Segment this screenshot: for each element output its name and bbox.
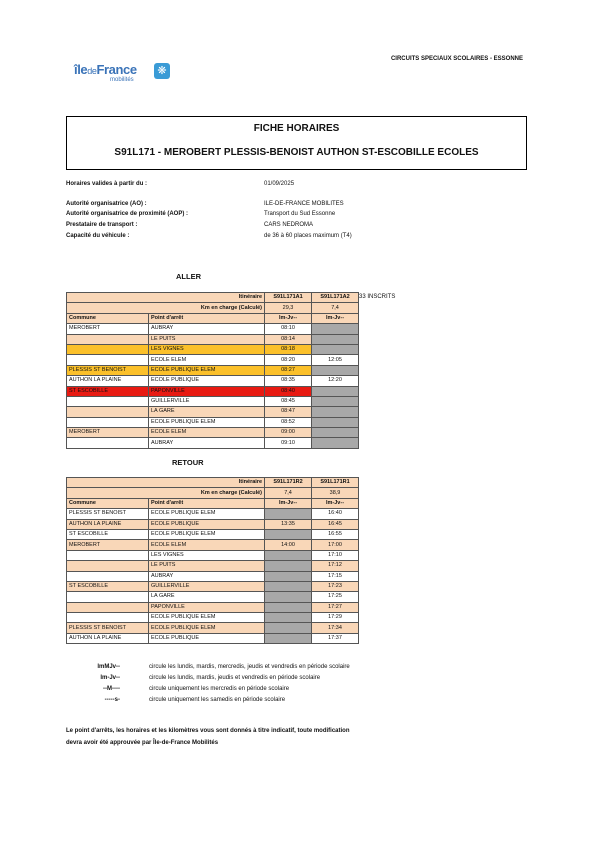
commune-cell bbox=[67, 417, 149, 427]
time-cell: 08:35 bbox=[265, 376, 312, 386]
time-cell bbox=[312, 344, 359, 354]
time-cell bbox=[312, 428, 359, 438]
time-cell: 17:10 bbox=[312, 550, 359, 560]
footer-note-line1: Le point d'arrêts, les horaires et les kilomètres vous sont donnés à titre indicatif, toute modification bbox=[66, 728, 350, 734]
stop-cell: AUBRAY bbox=[149, 438, 265, 448]
route-code: S91L171A2 bbox=[312, 293, 359, 303]
commune-cell bbox=[67, 571, 149, 581]
timetable-row bbox=[67, 613, 359, 623]
commune-cell bbox=[67, 592, 149, 602]
time-cell bbox=[265, 602, 312, 612]
commune-cell: PLESSIS ST BENOIST bbox=[67, 509, 149, 519]
stop-cell: ECOLE PUBLIQUE ELEM bbox=[149, 509, 265, 519]
commune-cell bbox=[67, 396, 149, 406]
time-cell: 13:35 bbox=[265, 519, 312, 529]
timetable-row bbox=[67, 428, 359, 438]
stop-cell: ECOLE ELEM bbox=[149, 540, 265, 550]
title-box bbox=[66, 116, 527, 170]
time-cell: 17:29 bbox=[312, 613, 359, 623]
commune-cell bbox=[67, 550, 149, 560]
time-cell bbox=[265, 581, 312, 591]
time-cell bbox=[312, 334, 359, 344]
timetable-row bbox=[67, 571, 359, 581]
timetable-row bbox=[67, 365, 359, 375]
time-cell: 08:20 bbox=[265, 355, 312, 365]
timetable-row bbox=[67, 407, 359, 417]
route-days: lm-Jv-- bbox=[312, 498, 359, 508]
timetable-row bbox=[67, 540, 359, 550]
time-cell: 17:37 bbox=[312, 633, 359, 643]
itinerary-label: Itinéraire bbox=[67, 293, 265, 303]
time-cell: 16:40 bbox=[312, 509, 359, 519]
stop-cell: LE PUITS bbox=[149, 334, 265, 344]
route-km: 7,4 bbox=[265, 488, 312, 498]
timetable-row bbox=[67, 592, 359, 602]
legend-code: --M---- bbox=[103, 686, 120, 692]
time-cell bbox=[265, 613, 312, 623]
time-cell: 08:14 bbox=[265, 334, 312, 344]
info-value-ao: ILE-DE-FRANCE MOBILITES bbox=[264, 201, 344, 207]
itinerary-row bbox=[67, 478, 359, 488]
info-label-aop: Autorité organisatrice de proximité (AOP) : bbox=[66, 211, 189, 217]
stop-cell: LES VIGNES bbox=[149, 550, 265, 560]
timetable-row bbox=[67, 344, 359, 354]
time-cell bbox=[265, 633, 312, 643]
runner-icon: ❋ bbox=[154, 63, 170, 79]
info-label-capacity: Capacité du véhicule : bbox=[66, 233, 130, 239]
time-cell bbox=[312, 407, 359, 417]
legend-code: lmMJv-- bbox=[97, 664, 120, 670]
km-row bbox=[67, 303, 359, 313]
aller-timetable bbox=[66, 292, 359, 449]
time-cell: 08:40 bbox=[265, 386, 312, 396]
time-cell bbox=[312, 386, 359, 396]
legend-code: -----s- bbox=[104, 697, 120, 703]
aller-section-label: ALLER bbox=[176, 272, 201, 281]
commune-cell: ST ESCOBILLE bbox=[67, 581, 149, 591]
commune-cell bbox=[67, 613, 149, 623]
stop-cell: LA GARE bbox=[149, 407, 265, 417]
stop-cell: ECOLE PUBLIQUE ELEM bbox=[149, 529, 265, 539]
stop-cell: PAPONVILLE bbox=[149, 602, 265, 612]
commune-cell: AUTHON LA PLAINE bbox=[67, 376, 149, 386]
route-km: 38,9 bbox=[312, 488, 359, 498]
stop-cell: ECOLE PUBLIQUE ELEM bbox=[149, 417, 265, 427]
time-cell bbox=[265, 529, 312, 539]
timetable-row bbox=[67, 355, 359, 365]
time-cell: 09:10 bbox=[265, 438, 312, 448]
timetable-row bbox=[67, 417, 359, 427]
stop-cell: AUBRAY bbox=[149, 571, 265, 581]
retour-timetable bbox=[66, 477, 359, 644]
time-cell bbox=[312, 324, 359, 334]
time-cell: 08:27 bbox=[265, 365, 312, 375]
stop-cell: ECOLE PUBLIQUE ELEM bbox=[149, 623, 265, 633]
time-cell bbox=[312, 396, 359, 406]
timetable-row bbox=[67, 623, 359, 633]
timetable-row bbox=[67, 324, 359, 334]
commune-cell bbox=[67, 407, 149, 417]
stop-cell: LA GARE bbox=[149, 592, 265, 602]
stop-cell: GUILLERVILLE bbox=[149, 396, 265, 406]
logo-wordmark: îledeFrance bbox=[74, 62, 137, 77]
time-cell: 17:15 bbox=[312, 571, 359, 581]
time-cell: 17:25 bbox=[312, 592, 359, 602]
commune-cell: AUTHON LA PLAINE bbox=[67, 519, 149, 529]
legend-text: circule uniquement les samedis en période scolaire bbox=[149, 697, 286, 703]
timetable-row bbox=[67, 633, 359, 643]
timetable-row bbox=[67, 396, 359, 406]
time-cell: 08:10 bbox=[265, 324, 312, 334]
stop-cell: GUILLERVILLE bbox=[149, 581, 265, 591]
time-cell bbox=[265, 561, 312, 571]
legend-text: circule uniquement les mercredis en période scolaire bbox=[149, 686, 290, 692]
timetable-row bbox=[67, 550, 359, 560]
time-cell bbox=[312, 417, 359, 427]
time-cell bbox=[265, 623, 312, 633]
km-label: Km en charge (Calculé) bbox=[67, 488, 265, 498]
commune-cell: ST ESCOBILLE bbox=[67, 529, 149, 539]
info-value-operator: CARS NEDROMA bbox=[264, 222, 314, 228]
time-cell: 08:52 bbox=[265, 417, 312, 427]
time-cell: 16:55 bbox=[312, 529, 359, 539]
timetable-row bbox=[67, 334, 359, 344]
commune-cell bbox=[67, 561, 149, 571]
stop-cell: ECOLE PUBLIQUE ELEM bbox=[149, 365, 265, 375]
km-label: Km en charge (Calculé) bbox=[67, 303, 265, 313]
stop-cell: ECOLE PUBLIQUE bbox=[149, 633, 265, 643]
commune-cell bbox=[67, 602, 149, 612]
time-cell bbox=[265, 592, 312, 602]
timetable-row bbox=[67, 561, 359, 571]
itinerary-row bbox=[67, 293, 359, 303]
stop-cell: ECOLE PUBLIQUE bbox=[149, 519, 265, 529]
footer-note-line2: devra avoir été approuvée par Île-de-France Mobilités bbox=[66, 740, 219, 746]
timetable-row bbox=[67, 581, 359, 591]
document-title: FICHE HORAIRES bbox=[253, 123, 340, 134]
commune-column-header: Commune bbox=[67, 313, 149, 323]
time-cell: 16:45 bbox=[312, 519, 359, 529]
info-label-validity: Horaires valides à partir du : bbox=[66, 181, 148, 187]
timetable-row bbox=[67, 386, 359, 396]
stop-cell: LES VIGNES bbox=[149, 344, 265, 354]
route-code: S91L171R1 bbox=[312, 478, 359, 488]
commune-cell bbox=[67, 344, 149, 354]
time-cell bbox=[265, 571, 312, 581]
time-cell: 17:34 bbox=[312, 623, 359, 633]
commune-cell bbox=[67, 334, 149, 344]
time-cell: 08:18 bbox=[265, 344, 312, 354]
commune-cell: AUTHON LA PLAINE bbox=[67, 633, 149, 643]
legend-text: circule les lundis, mardis, mercredis, jeudis et vendredis en période scolaire bbox=[149, 664, 350, 670]
commune-cell bbox=[67, 438, 149, 448]
stop-column-header: Point d'arrêt bbox=[149, 498, 265, 508]
route-km: 29,3 bbox=[265, 303, 312, 313]
km-row bbox=[67, 488, 359, 498]
time-cell bbox=[312, 365, 359, 375]
time-cell: 17:27 bbox=[312, 602, 359, 612]
stop-cell: ECOLE ELEM bbox=[149, 355, 265, 365]
timetable-row bbox=[67, 376, 359, 386]
stop-column-header: Point d'arrêt bbox=[149, 313, 265, 323]
retour-section-label: RETOUR bbox=[172, 458, 204, 467]
commune-cell: ST ESCOBILLE bbox=[67, 386, 149, 396]
timetable-row bbox=[67, 529, 359, 539]
route-days: lm-Jv-- bbox=[265, 313, 312, 323]
ile-de-france-mobilites-logo bbox=[74, 62, 170, 88]
logo-subtitle: mobilités bbox=[110, 77, 134, 83]
stop-cell: PAPONVILLE bbox=[149, 386, 265, 396]
stop-cell: AUBRAY bbox=[149, 324, 265, 334]
commune-cell bbox=[67, 355, 149, 365]
legend-text: circule les lundis, mardis, jeudis et vendredis en période scolaire bbox=[149, 675, 321, 681]
time-cell: 17:12 bbox=[312, 561, 359, 571]
timetable-row bbox=[67, 509, 359, 519]
time-cell: 09:00 bbox=[265, 428, 312, 438]
commune-cell: PLESSIS ST BENOIST bbox=[67, 365, 149, 375]
timetable-row bbox=[67, 519, 359, 529]
route-days: lm-Jv-- bbox=[265, 498, 312, 508]
document-category: CIRCUITS SPECIAUX SCOLAIRES - ESSONNE bbox=[390, 56, 523, 62]
commune-cell: PLESSIS ST BENOIST bbox=[67, 623, 149, 633]
time-cell: 08:45 bbox=[265, 396, 312, 406]
route-code: S91L171R2 bbox=[265, 478, 312, 488]
time-cell bbox=[265, 550, 312, 560]
line-title: S91L171 - MEROBERT PLESSIS-BENOIST AUTHON ST-ESCOBILLE ECOLES bbox=[114, 147, 479, 158]
info-label-ao: Autorité organisatrice (AO) : bbox=[66, 201, 147, 207]
time-cell: 12:20 bbox=[312, 376, 359, 386]
commune-cell: MEROBERT bbox=[67, 428, 149, 438]
stop-cell: ECOLE ELEM bbox=[149, 428, 265, 438]
time-cell: 08:47 bbox=[265, 407, 312, 417]
route-code: S91L171A1 bbox=[265, 293, 312, 303]
aller-inscrits: 33 INSCRITS bbox=[359, 294, 396, 300]
stop-cell: ECOLE PUBLIQUE ELEM bbox=[149, 613, 265, 623]
timetable-row bbox=[67, 438, 359, 448]
time-cell: 12:05 bbox=[312, 355, 359, 365]
route-days: lm-Jv-- bbox=[312, 313, 359, 323]
time-cell: 17:00 bbox=[312, 540, 359, 550]
info-value-validity: 01/09/2025 bbox=[264, 181, 295, 187]
itinerary-label: Itinéraire bbox=[67, 478, 265, 488]
info-label-operator: Prestataire de transport : bbox=[66, 222, 138, 228]
time-cell bbox=[312, 438, 359, 448]
column-header-row bbox=[67, 498, 359, 508]
info-value-aop: Transport du Sud Essonne bbox=[264, 211, 336, 217]
stop-cell: ECOLE PUBLIQUE bbox=[149, 376, 265, 386]
commune-column-header: Commune bbox=[67, 498, 149, 508]
timetable-row bbox=[67, 602, 359, 612]
commune-cell: MEROBERT bbox=[67, 324, 149, 334]
time-cell: 14:00 bbox=[265, 540, 312, 550]
info-value-capacity: de 36 à 60 places maximum (T4) bbox=[264, 233, 352, 239]
time-cell bbox=[265, 509, 312, 519]
commune-cell: MEROBERT bbox=[67, 540, 149, 550]
time-cell: 17:23 bbox=[312, 581, 359, 591]
route-km: 7,4 bbox=[312, 303, 359, 313]
column-header-row bbox=[67, 313, 359, 323]
stop-cell: LE PUITS bbox=[149, 561, 265, 571]
legend-code: lm-Jv-- bbox=[100, 675, 120, 681]
